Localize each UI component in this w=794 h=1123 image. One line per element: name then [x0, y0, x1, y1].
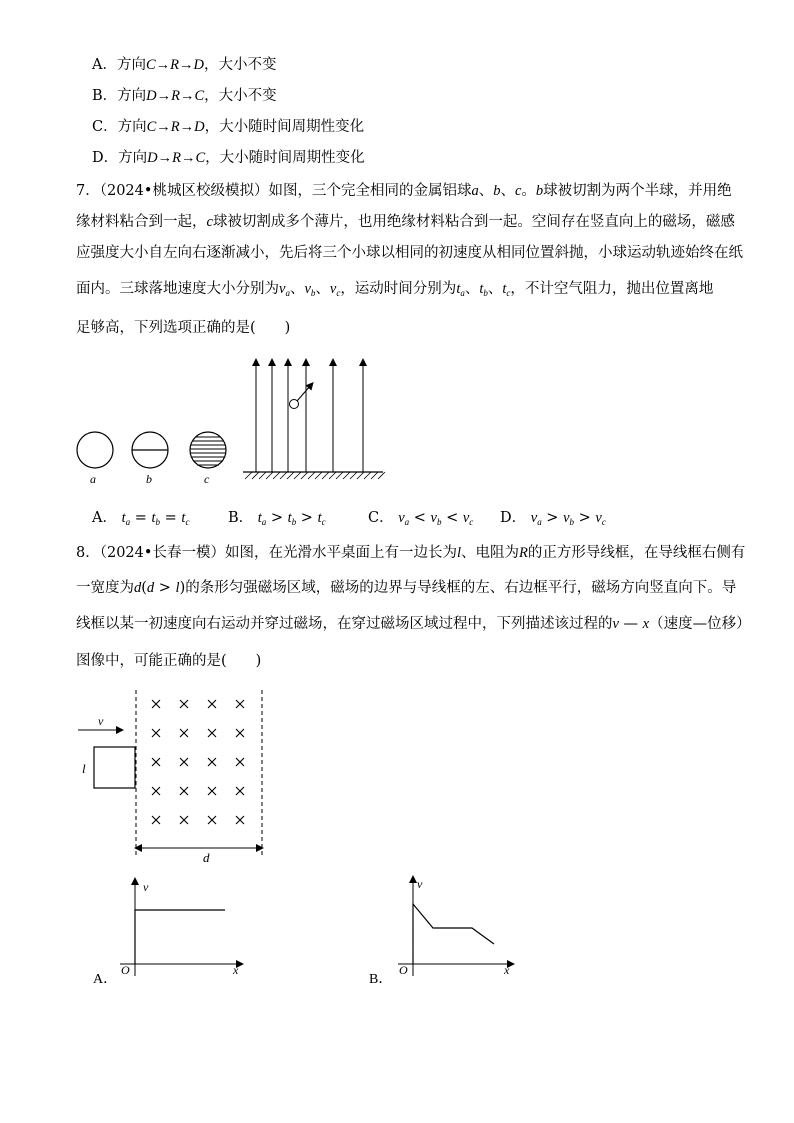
q7-balls-figure	[70, 425, 250, 485]
width-label: d	[203, 850, 210, 865]
q7-option-d: D． $v_a > v_b > v_c$	[500, 510, 606, 527]
graph-b-curve	[413, 904, 494, 964]
graph-b	[366, 876, 526, 986]
q7-option-c: C． $v_a < v_b < v_c$	[368, 510, 474, 527]
velocity-label: v	[98, 714, 104, 728]
q7-line-4: 面内。三球落地速度大小分别为$v_a$、$v_b$、$v_c$，运动时间分别为$t_a$、$t_b$、$t_c$，不计空气阻力，抛出位置离地	[76, 281, 714, 298]
square-frame	[94, 747, 135, 788]
ball-a	[77, 432, 113, 468]
q8-field-figure	[70, 688, 270, 868]
q7-line-5: 足够高，下列选项正确的是( )	[76, 320, 291, 336]
ball-label-b: b	[146, 472, 152, 486]
graph-a	[90, 878, 250, 988]
q7-option-b: B． $t_a > t_b > t_c$	[228, 510, 326, 527]
q7-field-figure	[238, 357, 388, 487]
q6-option-d: D．方向D→R→C，大小随时间周期性变化	[92, 150, 365, 166]
graph-a-origin-label: O	[121, 963, 130, 977]
graph-b-origin-label: O	[399, 963, 408, 977]
q7-option-a: A． $t_a = t_b = t_c$	[92, 510, 190, 527]
field-lines	[256, 362, 363, 472]
velocity-arrow	[297, 385, 311, 401]
q8-line-2: 一宽度为d(d > l)的条形匀强磁场区域，磁场的边界与导线框的左、右边框平行，磁场方向竖直向下。导	[76, 580, 737, 596]
q7-line-2: 缘材料粘合到一起，c球被切割成多个薄片，也用绝缘材料粘合到一起。空间存在竖直向上的磁场，磁感	[76, 214, 735, 230]
graph-a-curve	[135, 910, 225, 964]
q7-line-3: 应强度大小自左向右逐渐减小，先后将三个小球以相同的初速度从相同位置斜抛，小球运动轨迹始终在纸	[76, 245, 743, 261]
graph-a-option-label: A．	[93, 972, 118, 987]
graph-a-v-label: v	[143, 880, 149, 894]
graph-b-option-label: B．	[369, 972, 393, 987]
q7-line-1: 7．（2024•桃城区校级模拟）如图，三个完全相同的金属铝球a、b、c。b球被切割为两个半球，并用绝	[76, 183, 732, 199]
q6-option-a: A．方向C→R→D，大小不变	[92, 57, 277, 73]
graph-b-v-label: v	[417, 877, 423, 891]
q8-line-3: 线框以某一初速度向右运动并穿过磁场，在穿过磁场区域过程中，下列描述该过程的v — x（速度—位移）	[76, 616, 751, 632]
ball-label-a: a	[90, 472, 96, 486]
ball-c-slices	[190, 437, 226, 465]
q6-option-c: C．方向C→R→D，大小随时间周期性变化	[92, 119, 365, 135]
graph-b-x-label: x	[504, 963, 510, 977]
q6-option-b: B．方向D→R→C，大小不变	[92, 88, 277, 104]
q8-line-4: 图像中，可能正确的是( )	[76, 653, 262, 669]
ball-label-c: c	[204, 472, 210, 486]
graph-a-x-label: x	[233, 963, 239, 977]
ground-hatch	[245, 472, 385, 479]
field-crosses	[152, 700, 244, 824]
side-length-label: l	[82, 761, 86, 776]
q8-line-1: 8．（2024•长春一模）如图，在光滑水平桌面上有一边长为l、电阻为R的正方形导线框，在导线框右侧有	[76, 545, 746, 561]
